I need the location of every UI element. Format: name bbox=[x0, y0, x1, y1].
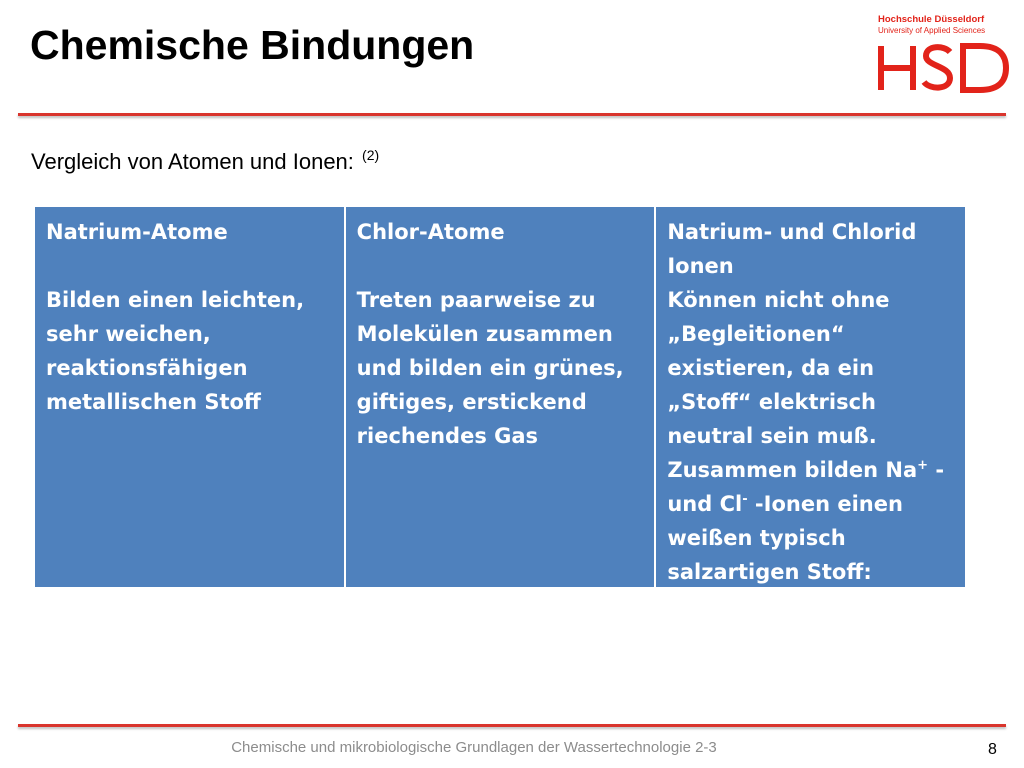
footer-divider bbox=[18, 724, 1006, 727]
cell-text bbox=[667, 288, 944, 618]
hsd-logo-mark-icon bbox=[876, 42, 1010, 94]
table-cell-sodium-atoms bbox=[35, 207, 344, 587]
cell-text-part-3: -Ionen einen weißen typisch salzartigen Stoff: Kochsalz bbox=[667, 492, 903, 618]
subtitle-text: Vergleich von Atomen und Ionen: bbox=[31, 149, 354, 174]
cell-heading: Chlor-Atome bbox=[356, 220, 505, 244]
cell-text-part-1: Können nicht ohne „Begleitionen“ existieren, da ein „Stoff“ elektrisch neutral sein muß. Zusammen bilden Na bbox=[667, 288, 918, 482]
table-cell-ions bbox=[656, 207, 965, 618]
page-number: 8 bbox=[988, 741, 997, 758]
subtitle-reference: (2) bbox=[362, 147, 380, 163]
cell-text: Treten paarweise zu Molekülen zusammen und bilden ein grünes, giftiges, erstickend riechendes Gas bbox=[356, 288, 624, 448]
comparison-table bbox=[35, 207, 965, 618]
slide-subtitle bbox=[31, 147, 379, 175]
logo-line-1: Hochschule Düsseldorf bbox=[878, 14, 985, 25]
slide-title: Chemische Bindungen bbox=[30, 22, 475, 68]
sodium-charge: + bbox=[917, 458, 929, 473]
cell-heading: Natrium-Atome bbox=[46, 220, 228, 244]
header-divider bbox=[18, 113, 1006, 116]
table-cell-chlorine-atoms bbox=[346, 207, 655, 587]
cell-text: Bilden einen leichten, sehr weichen, reaktionsfähigen metallischen Stoff bbox=[46, 288, 305, 414]
hsd-logo bbox=[876, 12, 1006, 94]
cell-heading: Natrium- und Chlorid Ionen bbox=[667, 220, 917, 278]
footer-text: Chemische und mikrobiologische Grundlagen der Wassertechnologie 2-3 bbox=[231, 739, 717, 756]
logo-line-2: University of Applied Sciences bbox=[878, 26, 986, 35]
cell-text-part-2: - und Cl bbox=[667, 458, 945, 516]
chloride-charge: - bbox=[742, 492, 748, 507]
